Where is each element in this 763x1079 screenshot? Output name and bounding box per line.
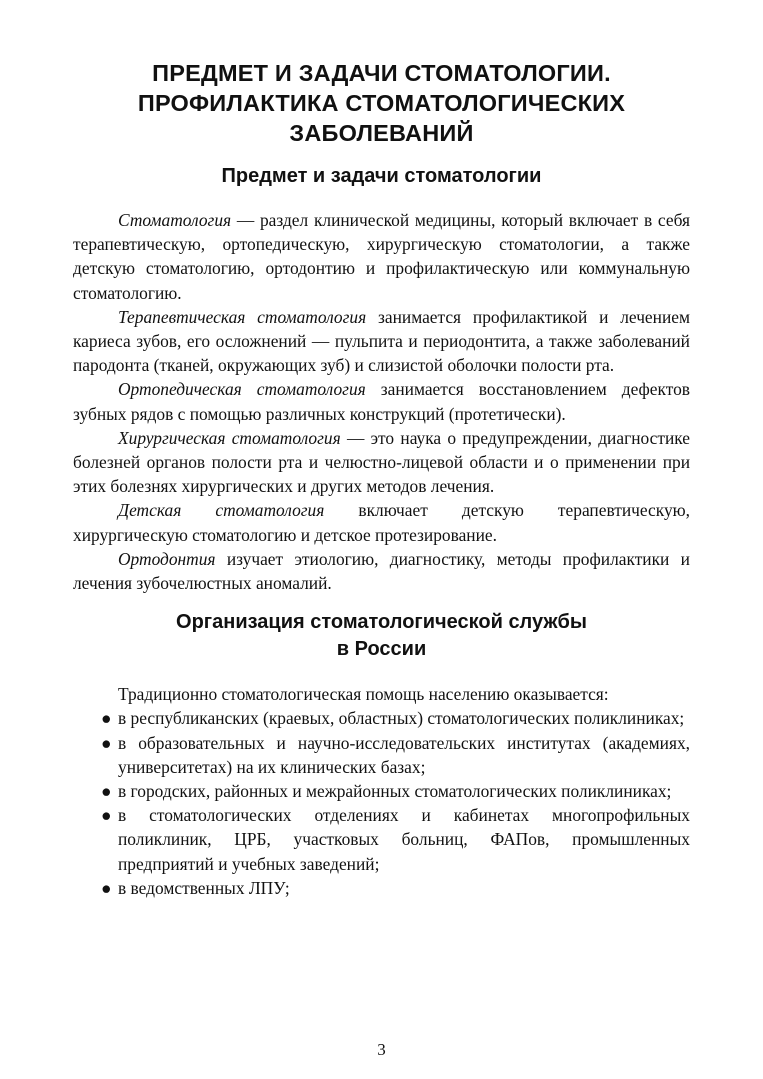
- section-heading-text: Предмет и задачи стоматологии: [221, 165, 542, 187]
- term: Ортопедическая стоматология: [118, 379, 366, 400]
- term: Хирургическая стоматология: [118, 427, 341, 448]
- list-item-text: в образовательных и научно-исследовательских институтах (академиях, университетах) на их клинических базах;: [118, 732, 690, 777]
- paragraph-pediatric: [73, 498, 690, 546]
- paragraph-therapeutic: [73, 305, 690, 378]
- list-intro: Традиционно стоматологическая помощь населению оказывается:: [118, 684, 609, 705]
- list-item: [73, 779, 690, 803]
- list-item-text: в стоматологических отделениях и кабинетах многопрофильных поликлиник, ЦРБ, участковых больниц, ФАПов, промышленных предприятий и учебных заведений;: [118, 805, 690, 874]
- list-item-text: в ведомственных ЛПУ;: [118, 877, 290, 898]
- term: Терапевтическая стоматология: [118, 306, 367, 327]
- list-item: [73, 706, 690, 730]
- chapter-title-line: ПРЕДМЕТ И ЗАДАЧИ СТОМАТОЛОГИИ.: [152, 60, 611, 86]
- paragraph-stomatology: [73, 208, 690, 305]
- term: Стоматология: [118, 210, 232, 230]
- section-heading-subject: [73, 163, 690, 190]
- bullet-icon: ●: [101, 732, 112, 753]
- list-item-text: в городских, районных и межрайонных стоматологических поликлиниках;: [118, 781, 672, 802]
- list-item: [73, 731, 690, 779]
- paragraph-text: — раздел клинической медицины, который включает в себя терапевтическую, ортопедическую, хирургическую стоматологии, а также детскую стоматологию, ортодонтию и профилактическую или коммунальную стоматологию.: [73, 210, 690, 303]
- paragraph-orthodontics: [73, 547, 690, 595]
- paragraph-text: — это наука о предупреждении, диагностике болезней органов полости рта и челюстно-лицевой области и о применении при этих болезнях хирургических и других методов лечения.: [73, 427, 691, 497]
- bullet-list: [73, 706, 690, 900]
- list-item-text: в республиканских (краевых, областных) стоматологических поликлиниках;: [118, 708, 685, 729]
- bullet-icon: ●: [101, 708, 112, 729]
- paragraph-text: занимается восстановлением дефектов зубных рядов с помощью различных конструкций (протетически).: [73, 379, 690, 424]
- bullet-icon: ●: [101, 877, 112, 898]
- chapter-title-line: ЗАБОЛЕВАНИЙ: [289, 120, 474, 146]
- chapter-title: [73, 58, 690, 148]
- paragraph-surgical: [73, 426, 690, 499]
- chapter-title-line: ПРОФИЛАКТИКА СТОМАТОЛОГИЧЕСКИХ: [137, 90, 626, 116]
- bullet-icon: ●: [101, 805, 112, 826]
- list-item: [73, 876, 690, 900]
- page-content: [73, 58, 690, 900]
- list-item: [73, 803, 690, 876]
- bullet-icon: ●: [101, 781, 112, 802]
- paragraph-text: включает детскую терапевтическую, хирургическую стоматологию и детское протезирование.: [73, 500, 690, 545]
- section-heading-organization: [73, 609, 690, 663]
- term: Ортодонтия: [118, 548, 216, 569]
- paragraph-orthopedic: [73, 377, 690, 425]
- paragraph-text: изучает этиологию, диагностику, методы профилактики и лечения зубочелюстных аномалий.: [73, 548, 690, 594]
- section-heading-text: в России: [336, 638, 427, 661]
- paragraph-text: занимается профилактикой и лечением кариеса зубов, его осложнений — пульпита и периодонтита, а также заболеваний пародонта (тканей, окружающих зуб) и слизистой оболочки полости рта.: [73, 306, 690, 376]
- section-heading-text: Организация стоматологической службы: [176, 611, 587, 634]
- page-number: 3: [377, 1040, 386, 1059]
- term: Детская стоматология: [118, 500, 325, 521]
